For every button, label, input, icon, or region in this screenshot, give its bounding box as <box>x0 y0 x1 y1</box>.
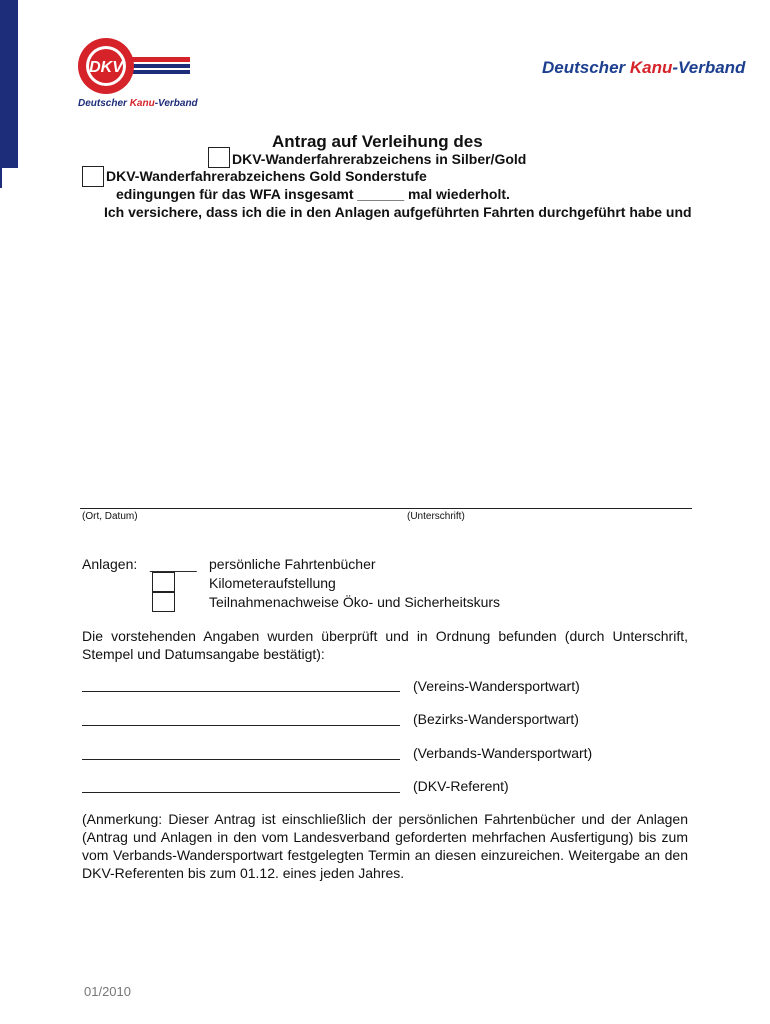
role-signature-line[interactable] <box>82 691 400 692</box>
role-label-district: (Bezirks-Wandersportwart) <box>413 711 579 727</box>
checkbox-silver-gold[interactable] <box>208 147 230 168</box>
role-label-club: (Vereins-Wandersportwart) <box>413 678 580 694</box>
checkbox-course-proof[interactable] <box>152 592 175 612</box>
attachment-item-km-list: Kilometeraufstellung <box>209 575 336 591</box>
logo-caption-kanu: Kanu <box>129 98 155 109</box>
note-text: (Anmerkung: Dieser Antrag ist einschließlich der persönlichen Fahrtenbücher und der Anlagen (Antrag und Anlagen in den vom Landesverband geforderten mehrfachen Ausfertigung) bis zum vom Verbands-Wandersportwart festgelegten Termin an diesen einzureichen. Weitergabe an den DKV-Referenten bis zum 01.12. eines jeden Jahres. <box>82 811 688 881</box>
verification-text: Die vorstehenden Angaben wurden überprüft und in Ordnung befunden (durch Unterschrift, Stempel und Datumsangabe bestätigt): <box>82 628 688 662</box>
logo-caption <box>78 98 198 109</box>
signature-label: (Unterschrift) <box>407 511 465 522</box>
sidebar-accent-line <box>0 168 2 188</box>
role-label-referent: (DKV-Referent) <box>413 778 509 794</box>
role-signature-line[interactable] <box>82 759 400 760</box>
role-signature-line[interactable] <box>82 792 400 793</box>
brand-wordmark <box>542 58 745 78</box>
role-signature-line[interactable] <box>82 725 400 726</box>
brand-right: -Verband <box>672 58 746 77</box>
checkbox-km-list[interactable] <box>152 572 175 592</box>
option-gold-special-label: DKV-Wanderfahrerabzeichens Gold Sonderstufe <box>106 168 427 184</box>
place-date-label: (Ort, Datum) <box>82 511 138 522</box>
brand-left: Deutscher <box>542 58 630 77</box>
role-label-association: (Verbands-Wandersportwart) <box>413 745 593 761</box>
attachment-item-logbooks: persönliche Fahrtenbücher <box>209 556 376 572</box>
logo-badge-text: DKV <box>89 59 123 76</box>
signature-line[interactable] <box>80 508 692 509</box>
conditions-line: edingungen für das WFA insgesamt ______ mal wiederholt. <box>116 186 510 202</box>
attachments-blank[interactable]: ______ <box>150 556 197 572</box>
form-title: Antrag auf Verleihung des <box>272 132 483 151</box>
attachment-item-course-proof: Teilnahmenachweise Öko- und Sicherheitskurs <box>209 594 501 610</box>
brand-kanu: Kanu <box>629 58 673 77</box>
declaration-line: Ich versichere, dass ich die in den Anlagen aufgeführten Fahrten durchgeführt habe und <box>104 204 692 220</box>
logo-caption-right: -Verband <box>154 98 198 109</box>
checkbox-gold-special[interactable] <box>82 166 104 187</box>
option-silver-gold-label: DKV-Wanderfahrerabzeichens in Silber/Gold <box>232 151 527 167</box>
footer-date: 01/2010 <box>84 984 131 999</box>
sidebar-accent-bar <box>0 0 18 168</box>
attachments-label: Anlagen: <box>82 556 138 572</box>
logo-caption-left: Deutscher <box>78 98 130 109</box>
